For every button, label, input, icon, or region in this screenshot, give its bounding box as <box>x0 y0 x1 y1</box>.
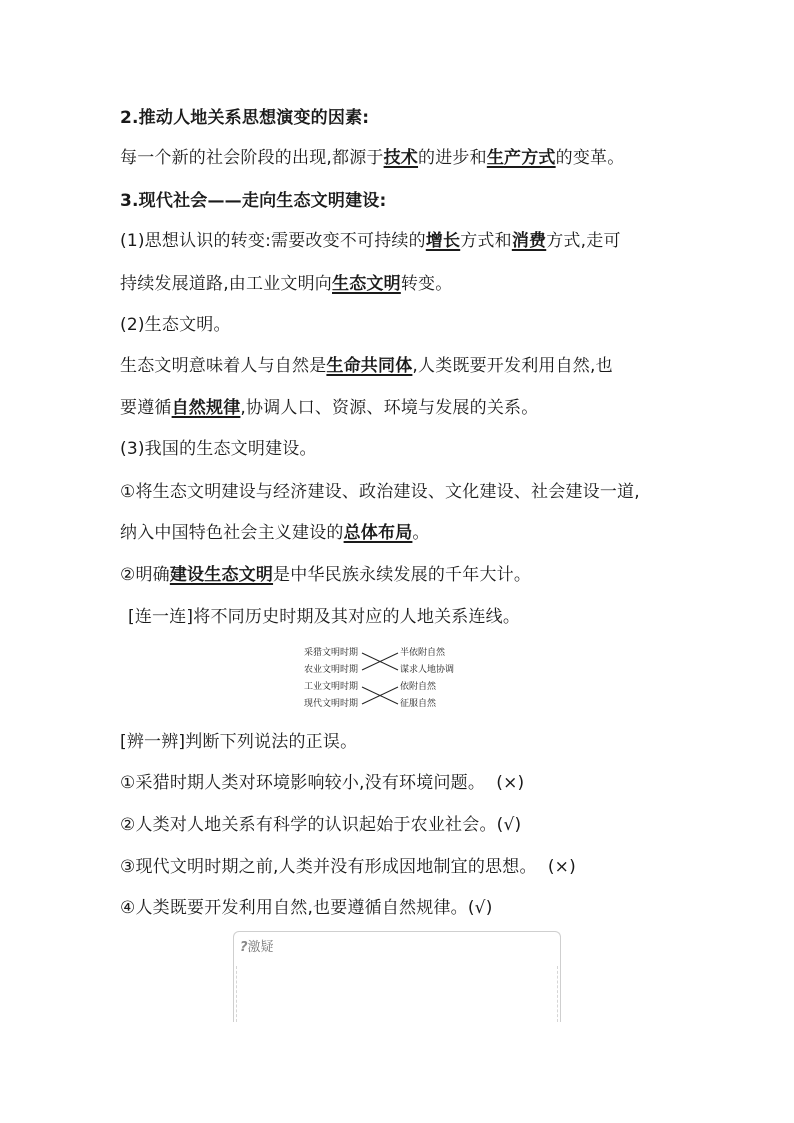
item-3-heading: (3)我国的生态文明建设。 <box>120 439 317 459</box>
item-1-line-1: (1)思想认识的转变:需要改变不可持续的增长方式和消费方式,走可 <box>120 231 621 251</box>
item-2-line-2: 要遵循自然规律,协调人口、资源、环境与发展的关系。 <box>120 398 539 418</box>
keyword: 消费 <box>511 231 547 251</box>
section-3-title: 3.现代社会——走向生态文明建设: <box>120 191 387 211</box>
right-relation-label: 半依附自然 <box>400 648 446 658</box>
connect-intro: [连一连]将不同历史时期及其对应的人地关系连线。 <box>128 607 521 627</box>
keyword: 建设生态文明 <box>169 565 274 585</box>
keyword: 自然规律 <box>171 398 241 418</box>
doubt-label: 激疑 <box>247 940 274 955</box>
item-3-1-line-1: ①将生态文明建设与经济建设、政治建设、文化建设、社会建设一道, <box>120 482 640 502</box>
item-3-1-line-2: 纳入中国特色社会主义建设的总体布局。 <box>120 523 430 543</box>
right-relation-label: 征服自然 <box>400 699 437 709</box>
item-2-line-1: 生态文明意味着人与自然是生命共同体,人类既要开发利用自然,也 <box>120 356 613 376</box>
right-relation-label: 谋求人地协调 <box>400 665 455 675</box>
doubt-title <box>240 936 274 955</box>
left-period-label: 现代文明时期 <box>304 699 359 709</box>
judge-item: ④人类既要开发利用自然,也要遵循自然规律。(√) <box>120 898 493 918</box>
section-2-text: 每一个新的社会阶段的出现,都源于技术的进步和生产方式的变革。 <box>120 148 625 168</box>
doubt-writing-area <box>236 966 558 1022</box>
keyword: 生态文明 <box>332 274 401 294</box>
keyword: 技术 <box>383 148 419 168</box>
item-3-2-line: ②明确建设生态文明是中华民族永续发展的千年大计。 <box>120 565 532 585</box>
left-period-label: 工业文明时期 <box>304 682 359 692</box>
keyword: 增长 <box>425 231 461 251</box>
keyword: 总体布局 <box>343 523 413 543</box>
judge-intro: [辨一辨]判断下列说法的正误。 <box>120 732 358 752</box>
judge-item: ③现代文明时期之前,人类并没有形成因地制宜的思想。 (×) <box>120 857 576 877</box>
judge-item: ①采猎时期人类对环境影响较小,没有环境问题。 (×) <box>120 773 525 793</box>
left-period-label: 采猎文明时期 <box>304 648 359 658</box>
keyword: 生产方式 <box>486 148 556 168</box>
question-mark-icon: ? <box>240 940 248 955</box>
section-2-title: 2.推动人地关系思想演变的因素: <box>120 108 370 128</box>
matching-diagram <box>300 646 500 712</box>
keyword: 生命共同体 <box>326 356 413 376</box>
item-2-heading: (2)生态文明。 <box>120 315 231 335</box>
doubt-note-box <box>233 931 561 1022</box>
judge-item: ②人类对人地关系有科学的认识起始于农业社会。(√) <box>120 815 522 835</box>
item-1-line-2: 持续发展道路,由工业文明向生态文明转变。 <box>120 274 453 294</box>
left-period-label: 农业文明时期 <box>304 665 359 675</box>
right-relation-label: 依附自然 <box>400 682 437 692</box>
